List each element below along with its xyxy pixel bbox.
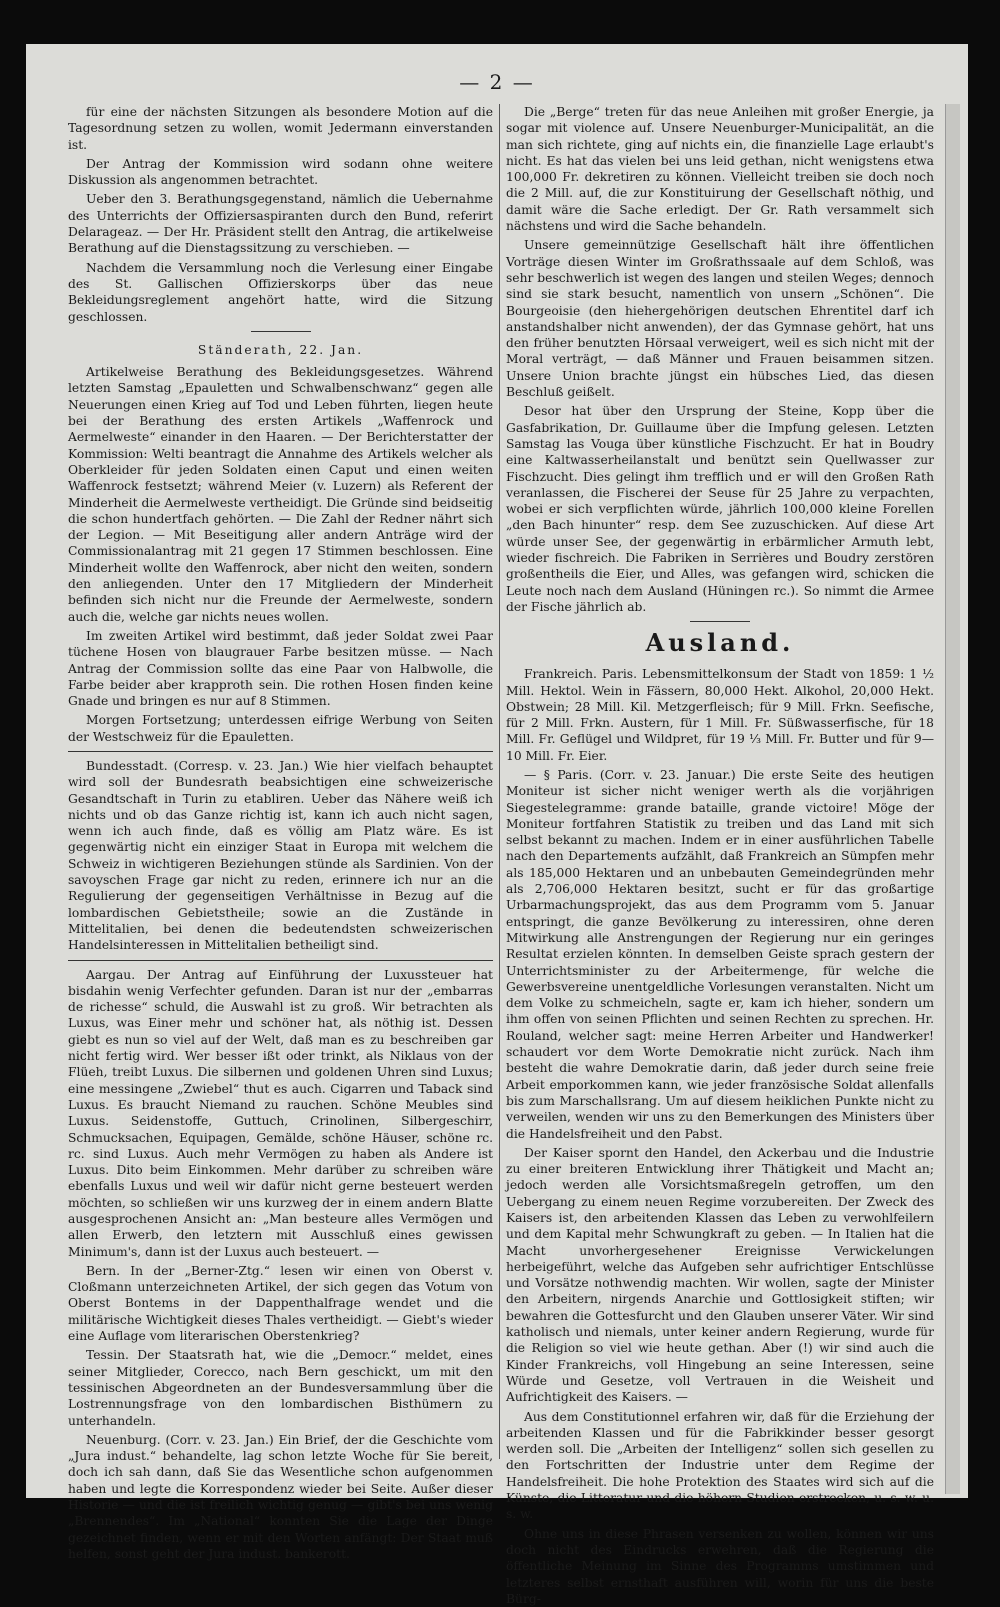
separator-rule bbox=[68, 751, 493, 752]
article-paragraph: — § Paris. (Corr. v. 23. Januar.) Die erste Seite des heutigen Moniteur ist sicher nicht weniger werth als die vorjährigen Siegestelegramme: grande bataille, grande victoire! Möge der Moniteur fortfahren Statistik zu treiben und das Land mit sich selbst bekannt zu machen. Indem er in einer ausführlichen Tabelle nach den Departements aufzählt, daß Frankreich an Sümpfen mehr als 185,000 Hektaren und an unbebauten Gemeindegründen mehr als 2,706,000 Hektaren besitzt, sucht er für das großartige Urbarmachungsprojekt, das aus dem Programm vom 5. Januar entspringt, die ganze Bevölkerung zu interessiren, ohne deren Mitwirkung alle Anstrengungen der Regierung nur ein geringes Resultat erzielen könnten. In demselben Geiste sprach gestern der Unterrichtsminister zu der Arbeitermenge, für welche die Gewerbsvereine unentgeldliche Vorlesungen veranstalten. Nicht um dem Volke zu schmeicheln, sagte er, kam ich hieher, sondern um ihm offen von seinen Pflichten und seinen Rechten zu sprechen. Hr. Rouland, welcher sagt: meine Herren Arbeiter und Handwerker! schaudert vor dem Worte Demokratie nicht zurück. Nach ihm besteht die wahre Demokratie darin, daß jeder durch seine freie Arbeit emporkommen kann, wie jeder französische Soldat allenfalls bis zum Marschallsrang. Um auf diesem heiklichen Punkte nicht zu verweilen, wenden wir uns zu den Bemerkungen des Ministers über die Handelsfreiheit und den Pabst. bbox=[506, 767, 934, 1141]
article-paragraph: Neuenburg. (Corr. v. 23. Jan.) Ein Brief, der die Geschichte vom „Jura indust.“ behandelte, lag schon letzte Woche für Sie bereit, doch ich sah dann, daß Sie das Wesentliche schon aufgenommen haben und legte die Korrespondenz wieder bei Seite. Außer dieser Historie — und die ist freilich wichtig genug — gibt's bei uns wenig „Brennendes“. Im „National“ konnten Sie die Lage der Dinge gezeichnet finden, wenn er mit den Worten anfängt: Der Staat muß helfen, sonst geht der Jura indust. bankerott. bbox=[68, 1432, 493, 1561]
article-paragraph: Morgen Fortsetzung; unterdessen eifrige Werbung von Seiten der Westschweiz für die Epauletten. bbox=[68, 713, 493, 744]
article-paragraph: Ohne uns in diese Phrasen versenken zu wollen, können wir uns doch nicht des Eindrucks erwehren, daß die Regierung die öffentliche Meinung im Sinne des Programms umstimmen und letzteres selbst ernsthaft ausführen will, worin für uns die beste Bürg- bbox=[506, 1526, 934, 1606]
article-paragraph: Aus dem Constitutionnel erfahren wir, daß für die Erziehung der arbeitenden Klassen und für die Fabrikkinder besser gesorgt werden soll. Die „Arbeiten der Intelligenz“ sollen sich gesellen zu den Fortschritten der Industrie unter dem Regime der Handelsfreiheit. Die hohe Protektion des Staates wird sich auf die Künste, die Litteratur und die höhern Studien erstrecken, u. s. w. u. s. w. bbox=[506, 1409, 934, 1522]
left-column bbox=[68, 104, 493, 1561]
article-paragraph: Im zweiten Artikel wird bestimmt, daß jeder Soldat zwei Paar tüchene Hosen von blaugrauer Farbe besitzen müsse. — Nach Antrag der Commission sollte das eine Paar von Halbwolle, die Farbe beider aber krapproth sein. Die rothen Hosen finden keine Gnade und bringen es nur auf 8 Stimmen. bbox=[68, 628, 493, 709]
article-paragraph: Der Antrag der Kommission wird sodann ohne weitere Diskussion als angenommen betrachtet. bbox=[68, 156, 493, 188]
binding-edge bbox=[945, 104, 960, 1494]
article-paragraph: Desor hat über den Ursprung der Steine, Kopp über die Gasfabrikation, Dr. Guillaume über die Impfung gelesen. Letzten Samstag las Vouga über künstliche Fischzucht. Er hat in Boudry eine Kaltwasserheilanstalt und benützt sein Quellwasser zur Fischzucht. Dies gelingt ihm trefflich und er will den Großen Rath veranlassen, die Fischerei der Seuse für 25 Jahre zu verpachten, wobei er sich verpflichten würde, jährlich 100,000 kleine Forellen „den Bach hinunter“ resp. dem See zuzuschicken. Auf diese Art würde unser See, der gegenwärtig in erbärmlicher Armuth lebt, wieder fischreich. Die Fabriken in Serrières und Boudry zerstören großentheils die Eier, und Alles, was gefangen wird, schicken die Leute noch nach dem Ausland (Hüningen rc.). So nimmt die Armee der Fische jährlich ab. bbox=[506, 404, 934, 614]
article-paragraph: Der Kaiser spornt den Handel, den Ackerbau und die Industrie zu einer breiteren Entwicklung ihrer Thätigkeit und Macht an; jedoch werden alle Vorsichtsmaßregeln getroffen, um den Uebergang zu einem neuen Regime vorzubereiten. Der Zweck des Kaisers ist, den arbeitenden Klassen das Leben zu verwohlfeilern und dem Kapital mehr Schwungkraft zu geben. — In Italien hat die Macht unvorhergesehener Ereignisse Verwickelungen herbeigeführt, welche das Aufgeben sehr aufrichtiger Entschlüsse und Vorsätze nothwendig machten. Wir wollen, sagte der Minister den Arbeitern, nirgends Anarchie und Gottlosigkeit stiften; wir bewahren die Gottesfurcht und den Glauben unserer Väter. Wir sind katholisch und niemals, unter keiner andern Regierung, wurde für die Religion so viel wie heute gethan. Aber (!) wir sind auch die Kinder Frankreichs, voll Hingebung an seine Interessen, seine Würde und Gesetze, voll Vertrauen in die Weisheit und Aufrichtigkeit des Kaisers. — bbox=[506, 1145, 934, 1405]
article-paragraph: Die „Berge“ treten für das neue Anleihen mit großer Energie, ja sogar mit violence auf. Unsere Neuenburger-Municipalität, an die man sich richtete, ging auf nichts ein, die finanzielle Lage erlaubt's nicht. Es hat das vielen bei uns leid gethan, nicht wenigstens etwa 100,000 Fr. dekretiren zu können. Vielleicht treiben sie doch noch die 2 Mill. auf, die zur Konstituirung der Gesellschaft nöthig, und damit wäre die Sache erledigt. Der Gr. Rath versammelt sich nächstens und wird die Sache behandeln. bbox=[506, 105, 934, 234]
separator-rule bbox=[68, 960, 493, 961]
article-paragraph: Frankreich. Paris. Lebensmittelkonsum der Stadt von 1859: 1 ½ Mill. Hektol. Wein in Fässern, 80,000 Hekt. Alkohol, 20,000 Hekt. Obstwein; 28 Mill. Kil. Metzgerfleisch; für 9 Mill. Frkn. Seefische, für 2 Mill. Frkn. Austern, für 1 Mill. Fr. Süßwasserfische, für 18 Mill. Fr. Geflügel und Wildpret, für 19 ⅓ Mill. Fr. Butter und für 9—10 Mill. Fr. Eier. bbox=[506, 667, 934, 763]
page-number: — 2 — bbox=[459, 70, 535, 94]
article-paragraph: Artikelweise Berathung des Bekleidungsgesetzes. Während letzten Samstag „Epauletten und Schwalbenschwanz“ gegen alle Neuerungen einen Krieg auf Tod und Leben führten, liegen heute bei der Berathung des ersten Artikels „Waffenrock und Aermelweste“ einander in den Haaren. — Der Berichterstatter der Kommission: Welti beantragt die Annahme des Artikels welcher als Oberkleider für jeden Soldaten einen Caput und einen weiten Waffenrock festsetzt; während Meier (v. Luzern) als Referent der Minderheit die Aermelweste vertheidigt. Die Gründe sind beidseitig die schon hundertfach gehörten. — Die Zahl der Redner nährt sich der Legion. — Mit Beseitigung aller andern Anträge wird der Commissionalantrag mit 21 gegen 17 Stimmen beschlossen. Eine Minderheit wollte den Waffenrock, aber nicht den weiten, sondern den anliegenden. Unter den 17 Mitgliedern der Minderheit befinden sich nicht nur die Freunde der Aermelweste, sondern auch die, welche gar nichts neues wollen. bbox=[68, 365, 493, 624]
separator-rule bbox=[251, 331, 311, 332]
section-heading: Ständerath, 22. Jan. bbox=[197, 342, 364, 357]
column-rule bbox=[499, 104, 500, 1459]
section-heading: Ausland. bbox=[645, 628, 795, 658]
article-paragraph: Unsere gemeinnützige Gesellschaft hält ihre öffentlichen Vorträge diesen Winter im Großrathssaale auf dem Schloß, was sehr beschwerlich ist wegen des langen und steilen Weges; dennoch sind sie stark besucht, namentlich von unsern „Schönen“. Die Bourgeoisie (den hiehergehörigen deutschen Ehrentitel darf ich anstandshalber nicht anwenden), der das Gymnase gehört, hat uns den früher benutzten Hörsaal verweigert, weil es sich nicht mit der Moral verträgt, — daß Männer und Frauen beisammen sitzen. Unsere Union brachte jüngst ein hübsches Lied, das diesen Beschluß geißelt. bbox=[506, 238, 934, 400]
article-paragraph: Tessin. Der Staatsrath hat, wie die „Democr.“ meldet, eines seiner Mitglieder, Corecco, nach Bern geschickt, um mit den tessinischen Abgeordneten an der Bundesversammlung über die Lostrennungsfrage von den lombardischen Bisthümern zu unterhandeln. bbox=[68, 1348, 493, 1428]
article-paragraph: Ueber den 3. Berathungsgegenstand, nämlich die Uebernahme des Unterrichts der Offiziersaspiranten durch den Bund, referirt Delarageaz. — Der Hr. Präsident stellt den Antrag, die artikelweise Berathung auf die Dienstagssitzung zu verschieben. — bbox=[68, 192, 493, 256]
article-paragraph: für eine der nächsten Sitzungen als besondere Motion auf die Tagesordnung setzen zu wollen, womit Jedermann einverstanden ist. bbox=[68, 105, 493, 152]
right-column bbox=[506, 104, 934, 1606]
article-paragraph: Nachdem die Versammlung noch die Verlesung einer Eingabe des St. Gallischen Offizierskorps über das neue Bekleidungsreglement angehört hatte, wird die Sitzung geschlossen. bbox=[68, 260, 493, 324]
newspaper-page bbox=[26, 44, 968, 1606]
article-paragraph: Bern. In der „Berner-Ztg.“ lesen wir einen von Oberst v. Cloßmann unterzeichneten Artikel, der sich gegen das Votum von Oberst Bontems in der Dappenthalfrage wendet und die militärische Wichtigkeit dieses Thales vertheidigt. — Giebt's wieder eine Auflage vom literarischen Oberstenkrieg? bbox=[68, 1263, 493, 1344]
separator-rule bbox=[690, 621, 750, 622]
article-paragraph: Aargau. Der Antrag auf Einführung der Luxussteuer hat bisdahin wenig Verfechter gefunden. Daran ist nur der „embarras de richesse“ schuld, die Auswahl ist zu groß. Wir betrachten als Luxus, was Einer mehr und schöner hat, als nöthig ist. Dessen giebt es nun so viel auf der Welt, daß man es zu beschreiben gar nicht fertig wird. Wer besser ißt oder trinkt, als Niklaus von der Flüeh, treibt Luxus. Die silbernen und goldenen Uhren sind Luxus; eine messingene „Zwiebel“ thut es auch. Cigarren und Taback sind Luxus. Es braucht Niemand zu rauchen. Schöne Meubles sind Luxus. Seidenstoffe, Guttuch, Crinolinen, Silbergeschirr, Schmucksachen, Equipagen, Gemälde, schöne Häuser, schöne rc. rc. sind Luxus. Auch mehr Vermögen zu haben als Andere ist Luxus. Dito beim Einkommen. Mehr darüber zu schreiben wäre ebenfalls Luxus und weil wir dafür nicht gerne besteuert werden möchten, so schließen wir uns kurzweg der in einem andern Blatte ausgesprochenen Ansicht an: „Man besteure alles Vermögen und allen Erwerb, den letztern mit Ausschluß eines gewissen Minimum's, dann ist der Luxus auch besteuert. — bbox=[68, 967, 493, 1259]
article-paragraph: Bundesstadt. (Corresp. v. 23. Jan.) Wie hier vielfach behauptet wird soll der Bundesrath beabsichtigen eine schweizerische Gesandtschaft in Turin zu etabliren. Ueber das Nähere weiß ich nichts und ob das Ganze richtig ist, kann ich auch nicht sagen, wenn ich auch finde, daß es völlig am Platz wäre. Es ist gegenwärtig nicht ein einziger Staat in Europa mit welchem die Schweiz in wichtigeren Beziehungen stünde als Sardinien. Von der savoyschen Frage gar nicht zu reden, erinnere ich nur an die Regulierung der gegenseitigen Verhältnisse in Bezug auf die lombardischen Gebietstheile; sowie an die Zustände in Mittelitalien, bei denen die bedeutendsten schweizerischen Handelsinteressen in Mittelitalien betheiligt sind. bbox=[68, 758, 493, 953]
